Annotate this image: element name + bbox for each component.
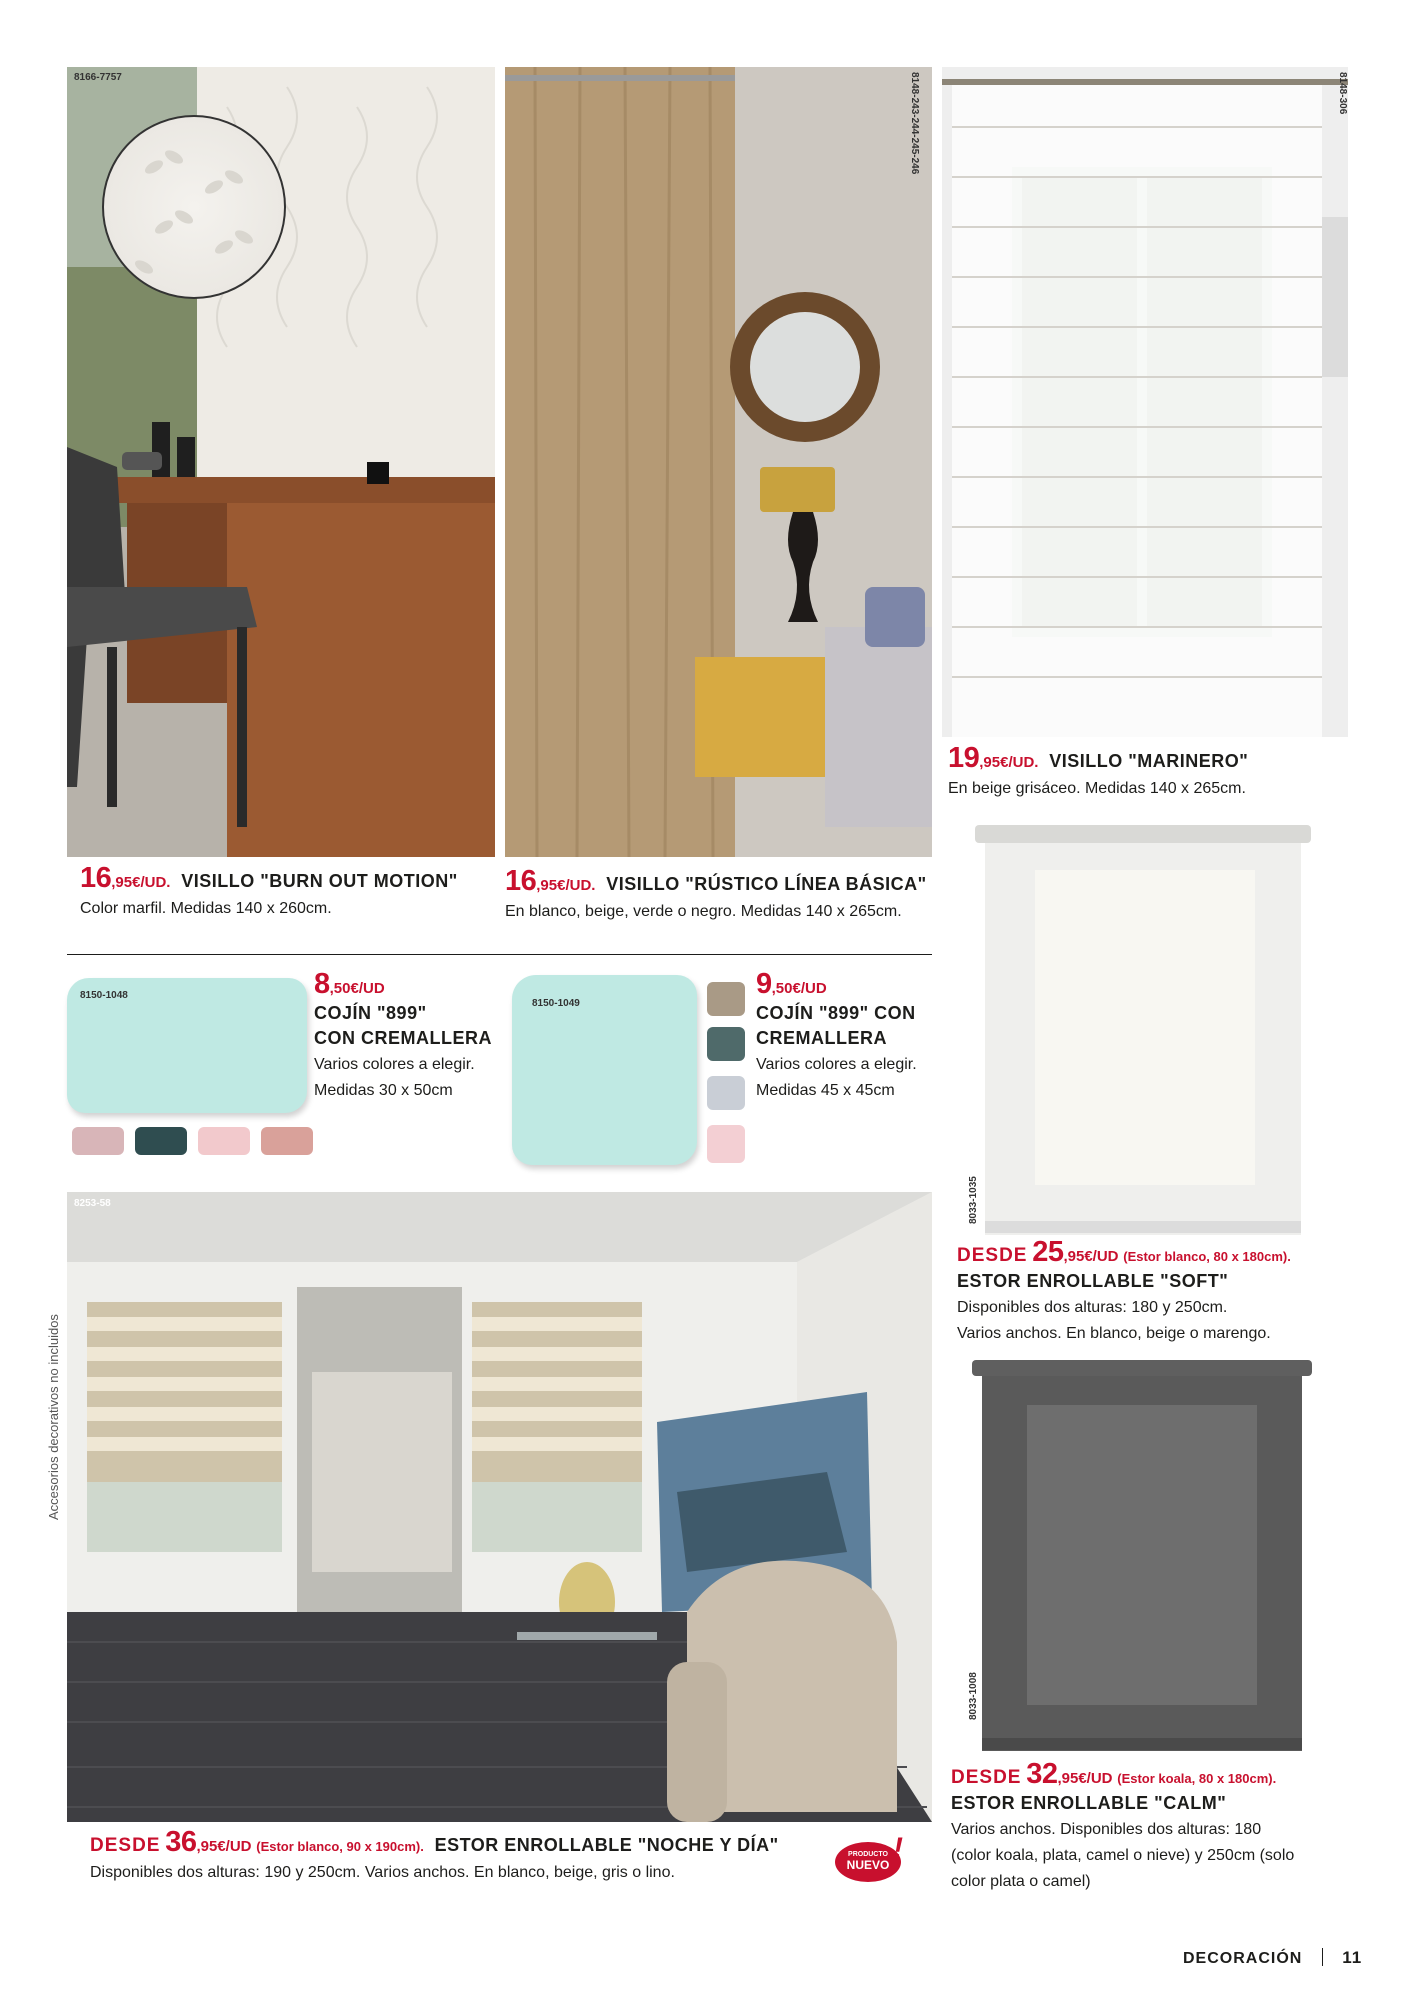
swatch-cojin1-rose: [261, 1127, 313, 1155]
extra-noche: (Estor blanco, 90 x 190cm).: [256, 1839, 424, 1854]
desc-soft-l1: Disponibles dos alturas: 180 y 250cm.: [957, 1299, 1228, 1316]
title-rustico: VISILLO "RÚSTICO LÍNEA BÁSICA": [606, 874, 927, 894]
caption-burnout: [80, 862, 458, 921]
code-noche: 8253-58: [74, 1198, 111, 1209]
swatch-cojin2-taupe: [707, 982, 745, 1016]
price-cojin2-int: 9: [756, 968, 772, 1000]
photo-visillo-burn-out-motion: [67, 67, 495, 857]
desc-cojin1-l2: Medidas 30 x 50cm: [314, 1082, 453, 1099]
footer-page-number: 11: [1342, 1948, 1363, 1967]
title-cojin1-l1: COJÍN "899": [314, 1003, 427, 1023]
code-soft: 8033-1035: [968, 1176, 979, 1224]
photo-visillo-marinero: [942, 67, 1348, 737]
swatch-cojin1-pink: [72, 1127, 124, 1155]
price-rustico-int: 16: [505, 865, 537, 897]
desc-soft-l2: Varios anchos. En blanco, beige o marengo.: [957, 1325, 1271, 1342]
caption-cojin2: [756, 968, 917, 1103]
footer-section: [1183, 1948, 1362, 1968]
desc-burnout: Color marfil. Medidas 140 x 260cm.: [80, 900, 332, 917]
price-rustico-dec: ,95€/UD.: [536, 877, 596, 894]
badge-producto-nuevo: [835, 1832, 915, 1886]
title-burnout: VISILLO "BURN OUT MOTION": [181, 871, 458, 891]
caption-rustico: [505, 865, 927, 924]
code-rustico: 8148-243-244-245-246: [909, 72, 920, 175]
price-soft-dec: ,95€/UD: [1063, 1248, 1119, 1265]
code-burnout: 8166-7757: [74, 72, 122, 83]
badge-exclamation: !: [893, 1832, 903, 1865]
code-cojin1: 8150-1048: [80, 990, 128, 1001]
desde-calm: DESDE: [951, 1767, 1022, 1788]
title-noche: ESTOR ENROLLABLE "NOCHE Y DÍA": [434, 1835, 779, 1855]
title-cojin2-l2: CREMALLERA: [756, 1028, 887, 1048]
rustico-scene-illustration: [505, 67, 932, 857]
price-cojin2-dec: ,50€/UD: [771, 980, 827, 997]
desc-calm-l2: (color koala, plata, camel o nieve) y 250cm (solo: [951, 1847, 1295, 1864]
marinero-scene-illustration: [942, 67, 1348, 737]
title-marinero: VISILLO "MARINERO": [1049, 751, 1249, 771]
badge-line2: NUEVO: [846, 1858, 890, 1872]
desc-rustico: En blanco, beige, verde o negro. Medidas 140 x 265cm.: [505, 903, 902, 920]
code-cojin2: 8150-1049: [532, 998, 580, 1009]
caption-noche-y-dia: [90, 1826, 830, 1885]
desc-marinero: En beige grisáceo. Medidas 140 x 265cm.: [948, 780, 1246, 797]
side-note-accesorios: Accesorios decorativos no incluidos: [46, 1314, 61, 1520]
swatch-cojin1-teal: [135, 1127, 187, 1155]
title-calm: ESTOR ENROLLABLE "CALM": [951, 1793, 1227, 1813]
desc-calm-l1: Varios anchos. Disponibles dos alturas: 180: [951, 1821, 1262, 1838]
photo-visillo-rustico: [505, 67, 932, 857]
footer-section-name: DECORACIÓN: [1183, 1950, 1303, 1967]
photo-estor-noche-y-dia: [67, 1192, 932, 1822]
swatch-cojin1-lightpink: [198, 1127, 250, 1155]
desc-calm-l3: color plata o camel): [951, 1873, 1091, 1890]
extra-soft: (Estor blanco, 80 x 180cm).: [1123, 1249, 1291, 1264]
caption-calm: [951, 1758, 1295, 1894]
code-calm: 8033-1008: [968, 1672, 979, 1720]
price-marinero-dec: ,95€/UD.: [979, 754, 1039, 771]
price-calm-dec: ,95€/UD: [1057, 1770, 1113, 1787]
desde-soft: DESDE: [957, 1245, 1028, 1266]
noche-dia-room-illustration: [67, 1192, 932, 1822]
price-noche-int: 36: [165, 1826, 197, 1858]
section-divider: [67, 954, 932, 955]
desc-noche: Disponibles dos alturas: 190 y 250cm. Varios anchos. En blanco, beige, gris o lino.: [90, 1864, 675, 1881]
desde-noche: DESDE: [90, 1835, 161, 1856]
fabric-detail-circle: [102, 115, 286, 299]
title-cojin2-l1: COJÍN "899" CON: [756, 1003, 916, 1023]
price-cojin1-dec: ,50€/UD: [329, 980, 385, 997]
caption-soft: [957, 1236, 1291, 1346]
price-noche-dec: ,95€/UD: [196, 1838, 252, 1855]
badge-line1: PRODUCTO: [848, 1851, 888, 1858]
caption-cojin1: [314, 968, 492, 1103]
desc-cojin2-l1: Varios colores a elegir.: [756, 1056, 917, 1073]
extra-calm: (Estor koala, 80 x 180cm).: [1117, 1771, 1277, 1786]
swatch-cojin2-teal: [707, 1027, 745, 1061]
price-marinero-int: 19: [948, 742, 980, 774]
swatch-cojin2-grey: [707, 1076, 745, 1110]
photo-estor-soft: [975, 825, 1311, 1235]
photo-estor-calm: [972, 1360, 1312, 1755]
code-marinero: 8148-306: [1337, 72, 1348, 115]
estor-soft-illustration: [975, 825, 1311, 1235]
desc-cojin2-l2: Medidas 45 x 45cm: [756, 1082, 895, 1099]
caption-marinero: [948, 742, 1249, 801]
estor-calm-illustration: [972, 1360, 1312, 1755]
badge-bubble: [835, 1842, 901, 1882]
price-calm-int: 32: [1026, 1758, 1058, 1790]
price-soft-int: 25: [1032, 1236, 1064, 1268]
price-burnout-int: 16: [80, 862, 112, 894]
title-cojin1-l2: CON CREMALLERA: [314, 1028, 492, 1048]
price-burnout-dec: ,95€/UD.: [111, 874, 171, 891]
desc-cojin1-l1: Varios colores a elegir.: [314, 1056, 475, 1073]
footer-separator-icon: [1322, 1948, 1323, 1966]
swatch-cojin2-pink: [707, 1125, 745, 1163]
title-soft: ESTOR ENROLLABLE "SOFT": [957, 1271, 1229, 1291]
price-cojin1-int: 8: [314, 968, 330, 1000]
